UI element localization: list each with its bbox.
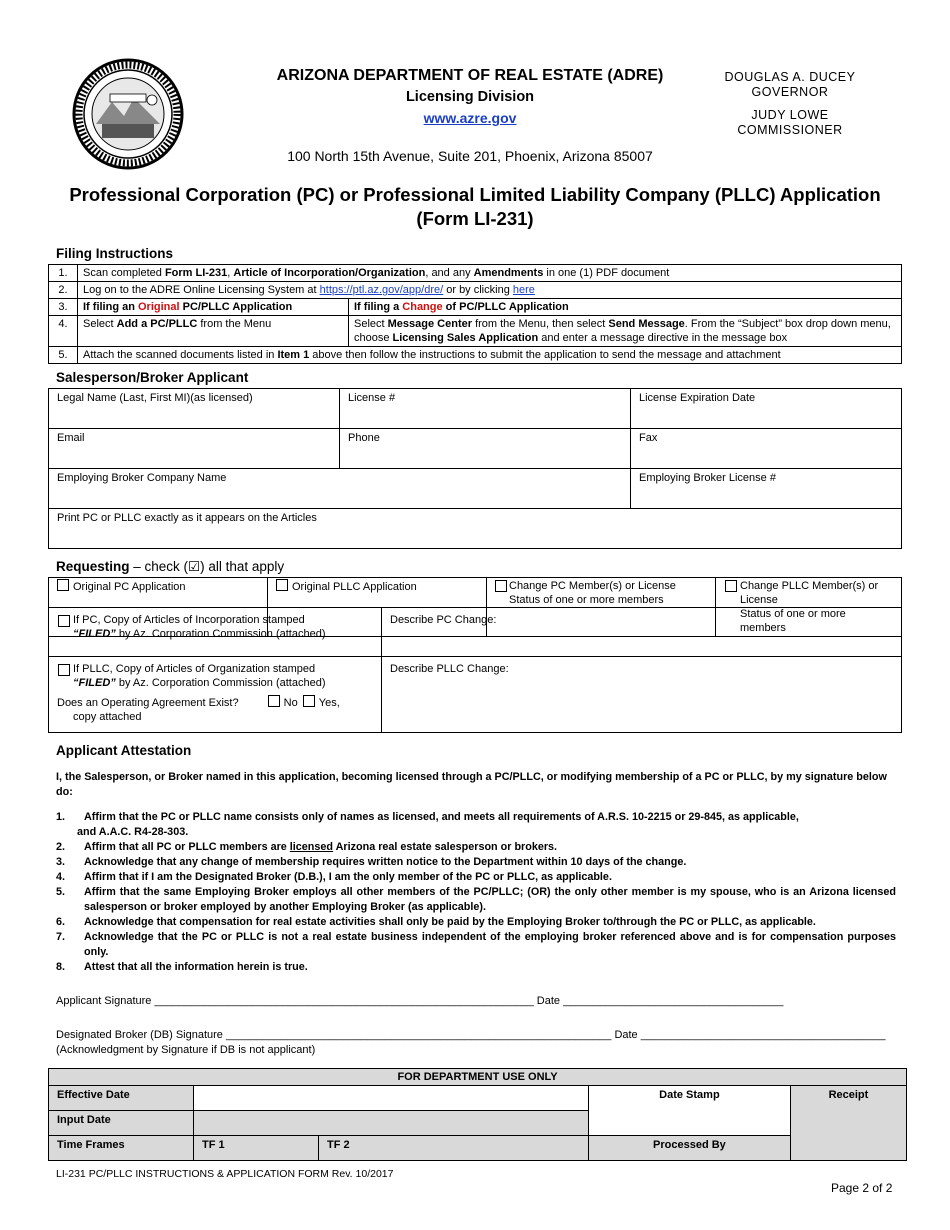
checkbox[interactable] (58, 615, 70, 627)
list-item: 2. Affirm that all PC or PLLC members are licensed Arizona real estate salesperson or brokers. (56, 841, 558, 853)
list-item: 1. Affirm that the PC or PLLC name consists only of names as licensed, and meets all requirements of A.R.S. 10-2215 or 29-845, as applicable, and A.A.C. R4-28-303. (56, 811, 799, 838)
filing-instructions-heading: Filing Instructions (56, 246, 173, 261)
agency-address: 100 North 15th Avenue, Suite 201, Phoenix, Arizona 85007 (287, 148, 653, 164)
receipt-label: Receipt (790, 1086, 906, 1161)
division-name: Licensing Division (405, 89, 535, 105)
pc-pllc-name-field[interactable]: Print PC or PLLC exactly as it appears on the Articles (49, 509, 902, 549)
row-number: 3. (49, 299, 78, 316)
legal-name-field[interactable]: Legal Name (Last, First MI)(as licensed) (49, 389, 340, 429)
table-row (49, 469, 902, 509)
change-pllc-option[interactable]: Change PLLC Member(s) or License Status of one or more members (716, 578, 902, 637)
applicant-table (48, 388, 902, 549)
instruction-2: Log on to the ADRE Online Licensing System at https://ptl.az.gov/app/dre/ or by clicking here (78, 282, 902, 299)
original-pllc-option[interactable]: Original PLLC Application (268, 578, 487, 637)
checkbox[interactable] (57, 579, 69, 591)
website-link[interactable]: www.azre.gov (423, 110, 517, 126)
license-number-field[interactable]: License # (340, 389, 631, 429)
form-title-line2: (Form LI-231) (416, 208, 534, 229)
table-row (49, 1086, 907, 1111)
table-row (49, 299, 902, 316)
checkbox[interactable] (495, 580, 507, 592)
checkbox[interactable] (276, 579, 288, 591)
email-field[interactable]: Email (49, 429, 340, 469)
attestation-intro: I, the Salesperson, or Broker named in this application, becoming licensed through a PC/PLLC, or modifying membership of a PC or PLLC, by my signature below do: (56, 771, 887, 798)
dept-use-title: FOR DEPARTMENT USE ONLY (49, 1069, 907, 1086)
department-use-table (48, 1068, 907, 1161)
checkbox[interactable] (58, 664, 70, 676)
broker-license-field[interactable]: Employing Broker License # (631, 469, 902, 509)
instruction-1: Scan completed Form LI-231, Article of Incorporation/Organization, and any Amendments in one (1) PDF document (78, 265, 902, 282)
attestation-heading: Applicant Attestation (56, 743, 192, 758)
commissioner-title: COMMISSIONER (737, 123, 843, 137)
online-licensing-link[interactable]: https://ptl.az.gov/app/dre/ (319, 284, 444, 296)
db-signature-line[interactable]: Designated Broker (DB) Signature _______________________________________________________________ Date ________________________________________ (56, 1029, 886, 1041)
db-signature-note: (Acknowledgment by Signature if DB is not applicant) (56, 1044, 316, 1056)
original-pc-option[interactable]: Original PC Application (49, 578, 268, 637)
list-item: 8. Attest that all the information herein is true. (56, 961, 308, 973)
checkbox-no[interactable] (268, 695, 280, 707)
applicant-heading: Salesperson/Broker Applicant (56, 370, 249, 385)
list-item: 5. Affirm that the same Employing Broker employs all other members of the PC/PLLC; (OR) the only other member is my spouse, who is an Arizona licensed salesperson or broker employed by another Employing Broker (as applicable). (56, 886, 896, 913)
list-item: 7. Acknowledge that the PC or PLLC is not a real estate business independent of the employing broker referenced above and is for compensation purposes only. (56, 931, 896, 958)
table-row (49, 1136, 907, 1161)
change-instruction: Select Message Center from the Menu, then select Send Message. From the “Subject” box drop down menu, choose Licensing Sales Application and enter a message directive in the message box (349, 316, 902, 347)
fax-field[interactable]: Fax (631, 429, 902, 469)
change-header: If filing a Change of PC/PLLC Application (349, 299, 902, 316)
tf2-label: TF 2 (319, 1136, 589, 1161)
row-number: 4. (49, 316, 78, 347)
effective-date-label: Effective Date (49, 1086, 194, 1111)
requesting-detail-table (48, 607, 902, 733)
applicant-signature-line[interactable]: Applicant Signature ______________________________________________________________ Date ____________________________________ (56, 995, 784, 1007)
change-pc-option[interactable]: Change PC Member(s) or License Status of one or more members (487, 578, 716, 637)
agency-name: ARIZONA DEPARTMENT OF REAL ESTATE (ADRE) (276, 67, 664, 84)
instruction-5: Attach the scanned documents listed in Item 1 above then follow the instructions to submit the application to send the message and attachment (78, 347, 902, 364)
checkbox-yes[interactable] (303, 695, 315, 707)
input-date-label: Input Date (49, 1111, 194, 1136)
governor-name: DOUGLAS A. DUCEY (724, 70, 856, 84)
form-revision: LI-231 PC/PLLC INSTRUCTIONS & APPLICATION FORM Rev. 10/2017 (56, 1168, 394, 1180)
describe-pc-change-field[interactable]: Describe PC Change: (382, 608, 902, 657)
list-item: 4. Affirm that if I am the Designated Broker (D.B.), I am the only member of the PC or PLLC, as applicable. (56, 871, 612, 883)
table-row (49, 389, 902, 429)
row-number: 1. (49, 265, 78, 282)
time-frames-label: Time Frames (49, 1136, 194, 1161)
pllc-articles-option[interactable]: If PLLC, Copy of Articles of Organization stamped “FILED” by Az. Corporation Commission (attached) Does an Operating Agreement Exist? No Yes, copy attached (49, 657, 382, 733)
broker-company-field[interactable]: Employing Broker Company Name (49, 469, 631, 509)
license-expiration-field[interactable]: License Expiration Date (631, 389, 902, 429)
attestation-list (56, 810, 896, 975)
input-date-field[interactable] (194, 1111, 589, 1136)
form-title-line1: Professional Corporation (PC) or Professional Limited Liability Company (PLLC) Application (69, 184, 881, 205)
filing-instructions-table (48, 264, 902, 364)
date-stamp-label: Date Stamp (588, 1086, 790, 1136)
table-row (49, 347, 902, 364)
requesting-heading: Requesting – check (☑) all that apply (56, 559, 285, 574)
form-title (40, 183, 910, 231)
table-row (49, 1069, 907, 1086)
officials-block (710, 70, 870, 138)
here-link[interactable]: here (512, 284, 535, 296)
tf1-label: TF 1 (194, 1136, 319, 1161)
table-row (49, 316, 902, 347)
describe-pllc-change-field[interactable]: Describe PLLC Change: (382, 657, 902, 733)
phone-field[interactable]: Phone (340, 429, 631, 469)
table-row (49, 608, 902, 657)
list-item: 6. Acknowledge that compensation for real estate activities shall only be paid by the Employing Broker to/through the PC or PLLC, as applicable. (56, 916, 816, 928)
operating-agreement-question: Does an Operating Agreement Exist? No Yes, copy attached (57, 697, 340, 723)
table-row (49, 282, 902, 299)
table-row (49, 657, 902, 733)
table-row (49, 509, 902, 549)
effective-date-field[interactable] (194, 1086, 589, 1111)
table-row (49, 429, 902, 469)
processed-by-label: Processed By (588, 1136, 790, 1161)
row-number: 5. (49, 347, 78, 364)
governor-title: GOVERNOR (751, 85, 829, 99)
row-number: 2. (49, 282, 78, 299)
commissioner-name: JUDY LOWE (751, 108, 829, 122)
checkbox[interactable] (725, 580, 737, 592)
table-row (49, 265, 902, 282)
original-instruction: Select Add a PC/PLLC from the Menu (78, 316, 349, 347)
original-header: If filing an Original PC/PLLC Application (78, 299, 349, 316)
pc-articles-option[interactable]: If PC, Copy of Articles of Incorporation stamped “FILED” by Az. Corporation Commission (attached) (49, 608, 382, 657)
page-number: Page 2 of 2 (831, 1181, 893, 1195)
state-seal-logo (72, 58, 184, 170)
list-item: 3. Acknowledge that any change of membership requires written notice to the Department within 10 days of the change. (56, 856, 687, 868)
